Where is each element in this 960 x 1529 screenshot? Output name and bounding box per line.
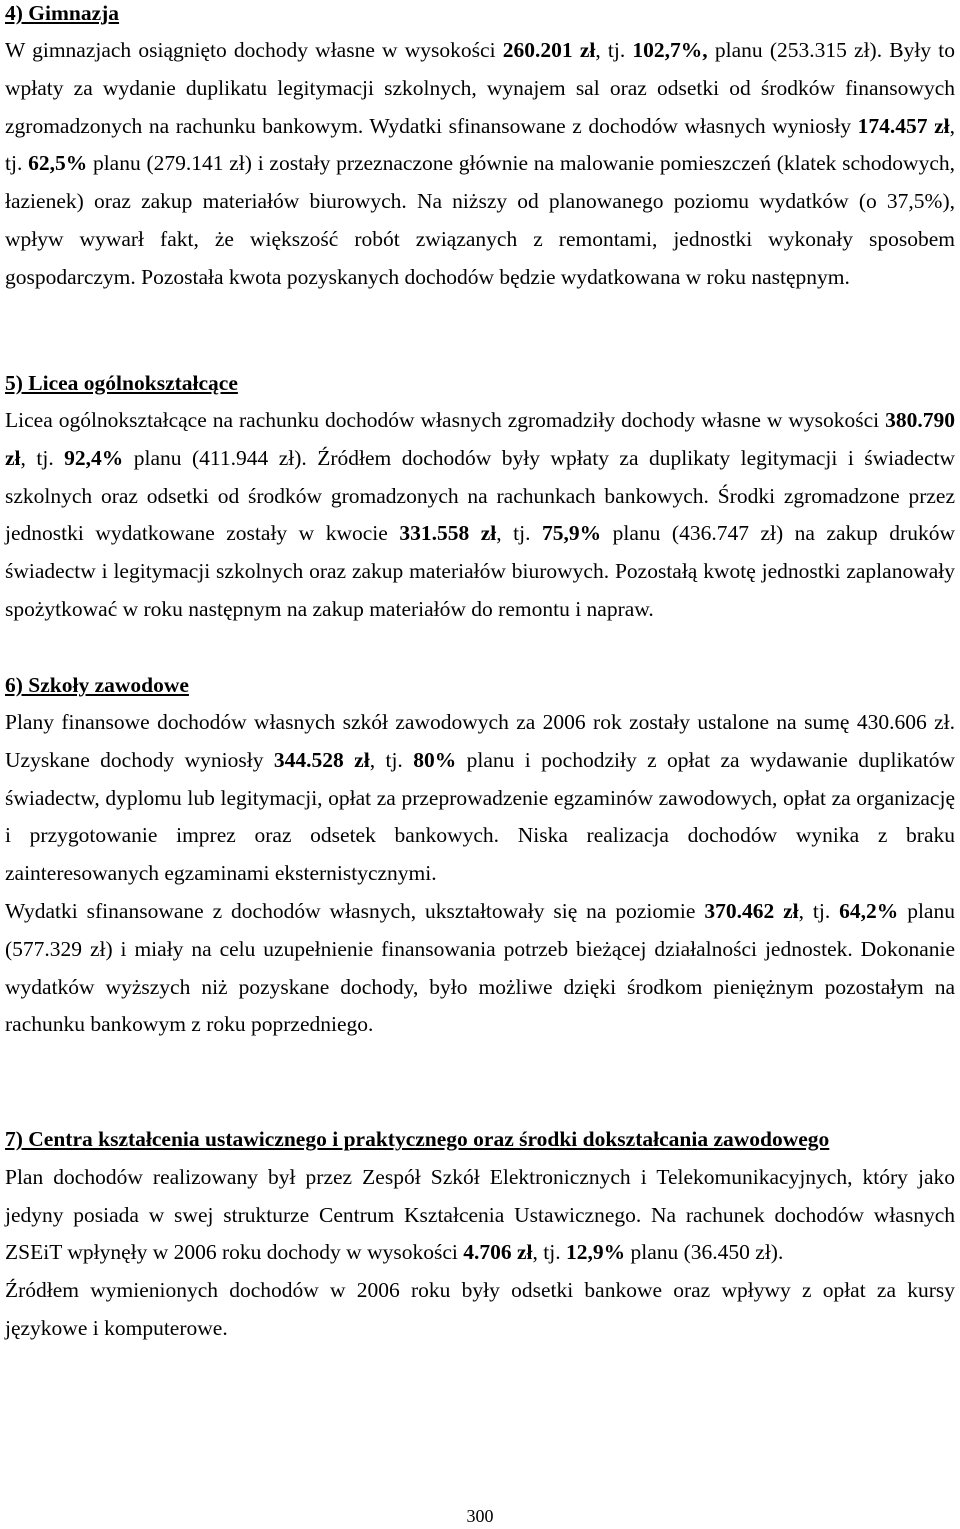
text-run: , tj. xyxy=(496,521,542,546)
percent-value: 12,9% xyxy=(565,1240,626,1265)
paragraph xyxy=(5,704,955,893)
amount-value: 344.528 zł xyxy=(273,747,370,772)
paragraph xyxy=(5,402,955,629)
section-licea xyxy=(5,364,955,629)
section-heading: 6) Szkoły zawodowe xyxy=(5,673,189,697)
amount-value: 174.457 zł xyxy=(857,113,950,138)
text-run: planu (411.944 zł). Źródłem dochodów były wpłaty za duplikaty legitymacji i świadectw szkolnych oraz odsetki od środków gromadzonych na rachunkach bankowych. Środki zgromadzone przez jednostki wydatkowane zostały w kwocie xyxy=(5,445,955,546)
text-run: Licea ogólnokształcące na rachunku dochodów własnych zgromadziły dochody własne w wysokości xyxy=(5,408,886,432)
percent-value: 102,7%, xyxy=(632,38,708,62)
section-szkoly-zawodowe xyxy=(5,666,955,1044)
text-run: , tj. xyxy=(532,1240,566,1265)
amount-value: 260.201 zł xyxy=(502,38,596,62)
percent-value: 62,5% xyxy=(28,151,88,176)
text-run: W gimnazjach osiągnięto dochody własne w wysokości xyxy=(5,38,503,62)
text-run: , tj. xyxy=(5,113,955,176)
amount-value: 331.558 zł xyxy=(399,521,497,546)
text-run: Plan dochodów realizowany był przez Zespół Szkół Elektronicznych i Telekomunikacyjnych, który jako jedyny posiada w swej strukturze Centrum Kształcenia Ustawicznego. Na rachunek dochodów własnych ZSEiT wpłynęły w 2006 roku dochody w wysokości xyxy=(5,1164,955,1265)
text-run: planu (36.450 zł). xyxy=(625,1240,784,1265)
paragraph xyxy=(5,1159,955,1272)
section-centra-ksztalcenia xyxy=(5,1121,955,1348)
percent-value: 75,9% xyxy=(541,521,602,546)
text-run: , tj. xyxy=(595,38,633,62)
text-run: , tj. xyxy=(369,747,414,772)
text-run: Wydatki sfinansowane z dochodów własnych, ukształtowały się na poziomie xyxy=(5,898,705,923)
text-run: planu (253.315 zł). Były to wpłaty za wydanie duplikatu legitymacji szkolnych, wynajem sal oraz odsetki od środków finansowych zgromadzonych na rachunku bankowym. Wydatki sfinansowane z dochodów własnych wyniosły xyxy=(5,38,956,138)
text-run: planu i pochodziły z opłat za wydawanie duplikatów świadectw, dyplomu lub legitymacji, opłat za przeprowadzenie egzaminów zawodowych, opłat za organizację i przygotowanie imprez oraz odsetek bankowych. Niska realizacja dochodów wynika z braku zainteresowanych egzaminami eksternistycznymi. xyxy=(5,747,955,886)
amount-value: 4.706 zł xyxy=(463,1240,533,1265)
section-heading: 7) Centra kształcenia ustawicznego i praktycznego oraz środki dokształcania zawodowego xyxy=(5,1127,830,1151)
text-run: , tj. xyxy=(20,445,65,470)
section-heading: 4) Gimnazja xyxy=(5,1,120,25)
section-heading: 5) Licea ogólnokształcące xyxy=(5,371,238,395)
percent-value: 92,4% xyxy=(64,445,124,470)
paragraph xyxy=(5,893,955,1044)
amount-value: 380.790 zł xyxy=(5,408,955,470)
text-run: planu (436.747 zł) na zakup druków świadectw i legitymacji szkolnych oraz zakup materiałów biurowych. Pozostałą kwotę jednostki zaplanowały spożytkować w roku następnym na zakup materiałów do remontu i napraw. xyxy=(5,521,955,621)
page-number: 300 xyxy=(466,1506,494,1526)
text-run: planu (279.141 zł) i zostały przeznaczone głównie na malowanie pomieszczeń (klatek schodowych, łazienek) oraz zakup materiałów biurowych. Na niższy od planowanego poziomu wydatków (o 37,5%), wpływ wywarł fakt, że większość robót związanych z remontami, jednostki wykonały sposobem gospodarczym. Pozostała kwota pozyskanych dochodów będzie wydatkowana w roku następnym. xyxy=(5,151,955,289)
amount-value: 370.462 zł xyxy=(704,898,799,923)
paragraph: Źródłem wymienionych dochodów w 2006 roku były odsetki bankowe oraz wpływy z opłat za kursy językowe i komputerowe. xyxy=(5,1278,955,1340)
section-gimnazja xyxy=(5,0,955,297)
text-run: , tj. xyxy=(798,898,840,923)
paragraph xyxy=(5,32,955,297)
percent-value: 80% xyxy=(413,747,457,772)
text-run: Plany finansowe dochodów własnych szkół zawodowych za 2006 rok zostały ustalone na sumę 430.606 zł. Uzyskane dochody wyniosły xyxy=(5,710,955,772)
percent-value: 64,2% xyxy=(839,898,899,923)
text-run: planu (577.329 zł) i miały na celu uzupełnienie finansowania potrzeb bieżącej działalności jednostek. Dokonanie wydatków wyższych niż pozyskane dochody, było możliwe dzięki środkom pieniężnym pozostałym na rachunku bankowym z roku poprzedniego. xyxy=(5,898,955,1037)
